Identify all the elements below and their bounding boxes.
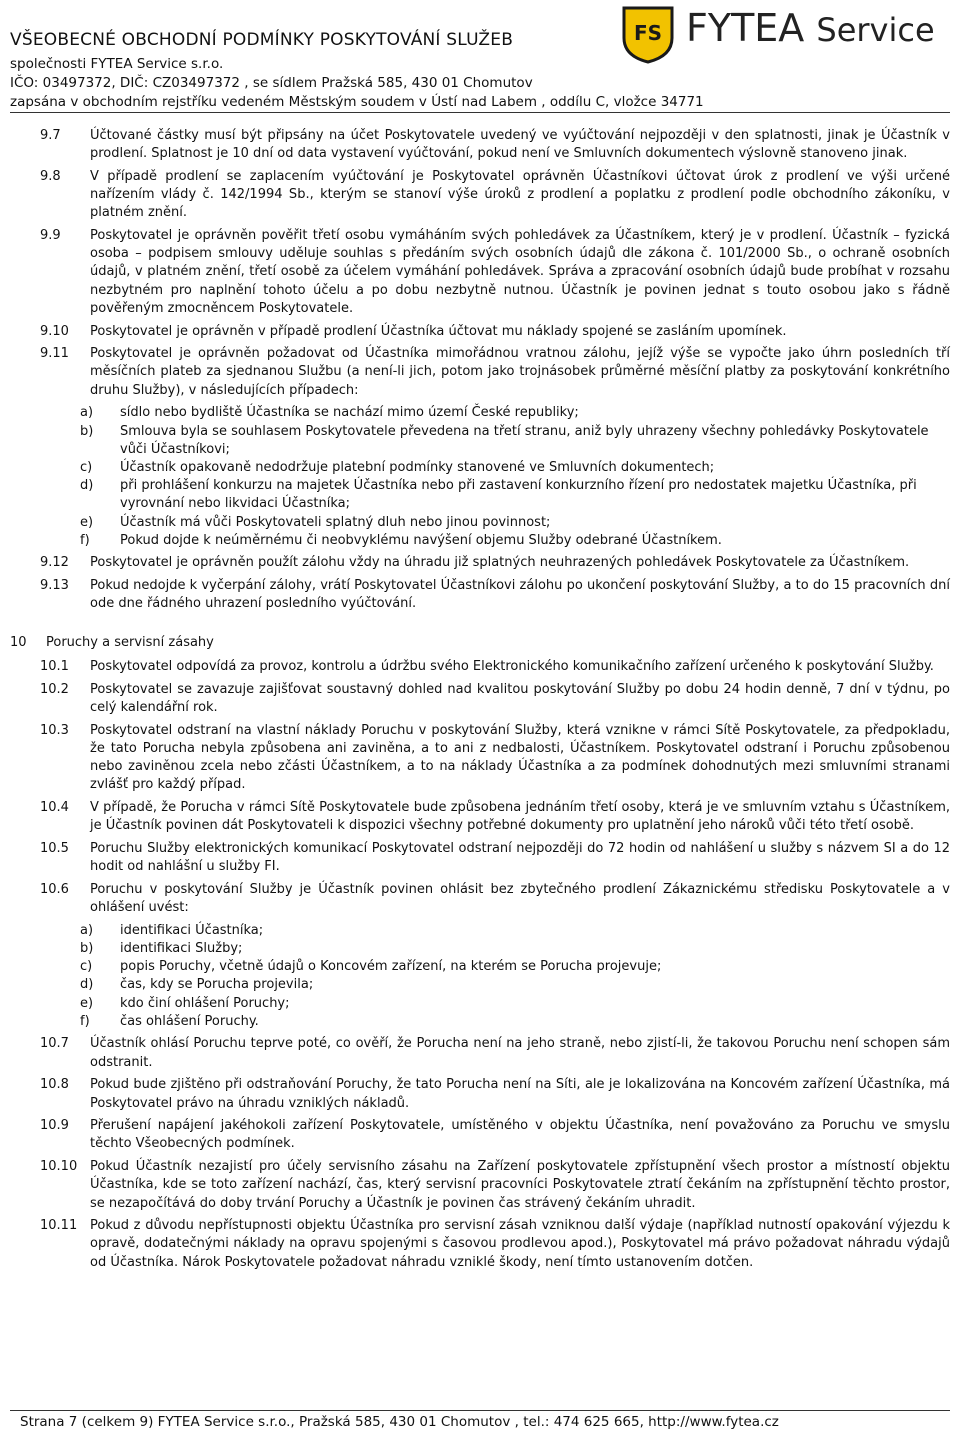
clause-number: 9.7 xyxy=(40,128,61,143)
clause-text: Poskytovatel je oprávněn požadovat od Účastníka mimořádnou vratnou zálohu, jejíž výše se vypočte jako úhrn posledních tří měsíčních plateb za sjednanou Službu (a není-li jich, potom jako trojnásobek průměrné měsíční platby za poskytování konkrétního druhu Služby), v následujících případech: xyxy=(90,346,950,398)
clause-text: Přerušení napájení jakéhokoli zařízení Poskytovatele, umístěného v objektu Účastníka, není považováno za Poruchu ve smyslu těchto Všeobecných podmínek. xyxy=(90,1118,950,1152)
clause-number: 9.10 xyxy=(40,323,69,339)
clause-item xyxy=(10,554,950,572)
list-letter: b) xyxy=(80,423,94,439)
list-letter: a) xyxy=(80,405,94,421)
clause-item xyxy=(10,168,950,223)
clause-item xyxy=(10,1217,950,1272)
list-item xyxy=(10,514,950,532)
document-title: VŠEOBECNÉ OBCHODNÍ PODMÍNKY POSKYTOVÁNÍ SLUŽEB xyxy=(10,30,514,50)
clause-text: Účtované částky musí být připsány na účet Poskytovatele uvedený ve vyúčtování nejpozději v den splatnosti, jinak je Účastník v prodlení. Splatnost je 10 dní od data vystavení vyúčtování, pokud není ve Smluvních dokumentech výslovně stanoveno jinak. xyxy=(90,128,950,162)
list-item xyxy=(10,995,950,1013)
clause-item xyxy=(10,1117,950,1153)
company-name: společnosti FYTEA Service s.r.o. xyxy=(10,56,224,72)
clause-item xyxy=(10,323,950,341)
clause-text: Poskytovatel se zavazuje zajišťovat soustavný dohled nad kvalitou poskytování Služby po dobu 24 hodin denně, 7 dní v týdnu, po celý kalendářní rok. xyxy=(90,681,950,715)
logo-service: Service xyxy=(816,11,935,49)
clause-number: 9.13 xyxy=(40,578,69,594)
clause-item xyxy=(10,345,950,400)
clause-number: 10.5 xyxy=(40,840,69,856)
clause-number: 9.11 xyxy=(40,346,69,362)
clause-number: 10.2 xyxy=(40,681,69,697)
clause-number: 9.9 xyxy=(40,228,61,244)
list-item xyxy=(10,940,950,958)
clause-item xyxy=(10,799,950,835)
clause-number: 10.11 xyxy=(40,1218,78,1234)
clause-item xyxy=(10,227,950,318)
footer-divider xyxy=(10,1410,950,1411)
list-item xyxy=(10,1013,950,1031)
list-item xyxy=(10,958,950,976)
clause-item xyxy=(10,127,950,163)
company-registry: zapsána v obchodním rejstříku vedeném Městským soudem v Ústí nad Labem , oddílu C, vložce 34771 xyxy=(10,94,704,110)
list-item xyxy=(10,922,950,940)
list-item xyxy=(10,477,950,513)
list-text: identifikaci Služby; xyxy=(120,940,243,956)
clause-number: 9.12 xyxy=(40,555,69,571)
clause-text: Poskytovatel je oprávněn použít zálohu vždy na úhradu již splatných neuhrazených pohledávek Poskytovatele za Účastníkem. xyxy=(90,555,910,571)
clause-text: Poskytovatel je oprávněn v případě prodlení Účastníka účtovat mu náklady spojené se zasláním upomínek. xyxy=(90,323,787,339)
list-text: Účastník má vůči Poskytovateli splatný dluh nebo jinou povinnost; xyxy=(120,514,551,530)
section-number: 10 xyxy=(10,635,27,651)
section-heading xyxy=(10,634,950,652)
list-letter: f) xyxy=(80,532,90,548)
logo-wordmark xyxy=(686,6,935,50)
list-letter: c) xyxy=(80,959,93,975)
clause-text: V případě prodlení se zaplacením vyúčtování je Poskytovatel oprávněn Účastníkovi účtovat úrok z prodlení ve výši určené nařízením vlády č. 142/1994 Sb., kterým se stanoví výše úroků z prodlení a poplatku z prodlení podle obchodního zákoníku, v platném znění. xyxy=(90,168,950,221)
clause-number: 10.8 xyxy=(40,1077,69,1093)
clause-text: V případě, že Porucha v rámci Sítě Poskytovatele bude způsobena jednáním třetí osoby, která je ve smluvním vztahu s Účastníkem, je Účastník povinen dát Poskytovateli k dispozici všechny potřebné dokumenty pro uplatnění jeho nároků vůči této třetí osobě. xyxy=(90,800,950,834)
list-letter: c) xyxy=(80,459,93,475)
shield-badge-icon xyxy=(620,4,676,64)
list-item xyxy=(10,532,950,550)
clause-item xyxy=(10,1076,950,1112)
page-footer: Strana 7 (celkem 9) FYTEA Service s.r.o., Pražská 585, 430 01 Chomutov , tel.: 474 625 665, http://www.fytea.cz xyxy=(20,1414,779,1430)
clause-text: Poskytovatel je oprávněn pověřit třetí osobu vymáháním svých pohledávek za Účastníkem, který je v prodlení. Účastník – fyzická osoba – podpisem smlouvy uděluje souhlas s předáním svých osobních údajů dle zákona č. 101/2000 Sb., o ochraně osobních údajů, v platném znění, třetí osobě za účelem vymáhání pohledávek. Správa a zpracování osobních údajů bude probíhat v rozsahu nezbytném pro naplnění tohoto účelu a po dobu nezbytně nutnou. Účastník je povinen jednat s touto osobou jako s řádně pověřeným zmocněncem Poskytovatele. xyxy=(90,228,950,316)
list-item xyxy=(10,404,950,422)
list-text: čas ohlášení Poruchy. xyxy=(120,1013,259,1029)
clause-item xyxy=(10,722,950,795)
clause-number: 10.10 xyxy=(40,1159,78,1175)
section-title: Poruchy a servisní zásahy xyxy=(46,635,214,651)
clause-item xyxy=(10,681,950,717)
clause-text: Poskytovatel odstraní na vlastní náklady Poruchu v poskytování Služby, která vznikne v rámci Sítě Poskytovatele, za předpokladu, že tato Porucha nebyla způsobena ani zaviněna, a to ani z nedbalosti, Účastníkem. Poskytovatel odstraní i Poruchu způsobenou nebo zaviněnou zcela nebo zčásti Účastníkem, a to na náklady Účastníka a za podmínek dohodnutých mezi smluvními stranami zvlášť pro každý případ. xyxy=(90,722,950,793)
list-letter: e) xyxy=(80,995,94,1011)
clause-text: Pokud nedojde k vyčerpání zálohy, vrátí Poskytovatel Účastníkovi zálohu po ukončení poskytování Služby, a to do 15 pracovních dní ode dne řádného uhrazení posledního vyúčtování. xyxy=(90,578,950,612)
clause-item xyxy=(10,1158,950,1213)
clause-text: Účastník ohlásí Poruchu teprve poté, co ověří, že Porucha není na jeho straně, nebo zjistí-li, že takovou Poruchu není schopen sám odstranit. xyxy=(90,1036,950,1070)
clause-item xyxy=(10,658,950,676)
clause-number: 10.1 xyxy=(40,659,69,675)
list-item xyxy=(10,459,950,477)
clause-text: Poruchu Služby elektronických komunikací Poskytovatel odstraní nejpozději do 72 hodin od nahlášení u služby s názvem SI a do 12 hodit od nahlášní u služby FI. xyxy=(90,840,950,875)
list-letter: f) xyxy=(80,1013,90,1029)
list-text: sídlo nebo bydliště Účastníka se nachází mimo území České republiky; xyxy=(120,405,579,421)
document-body xyxy=(10,127,950,1276)
clause-text: Pokud bude zjištěno při odstraňování Poruchy, že tato Porucha není na Síti, ale je lokalizována na Koncovém zařízení Účastníka, má Poskytovatel právo na úhradu vzniklých nákladů. xyxy=(90,1077,950,1111)
list-item xyxy=(10,976,950,994)
clause-number: 10.4 xyxy=(40,800,69,815)
list-item xyxy=(10,423,950,459)
list-text: čas, kdy se Porucha projevila; xyxy=(120,977,314,993)
clause-item xyxy=(10,1035,950,1071)
list-text: při prohlášení konkurzu na majetek Účastníka nebo při zastavení konkurzního řízení pro nedostatek majetku Účastníka, při vyrovnání nebo likvidaci Účastníka; xyxy=(120,478,917,512)
list-letter: d) xyxy=(80,977,94,993)
list-letter: b) xyxy=(80,940,94,956)
clause-text: Poskytovatel odpovídá za provoz, kontrolu a údržbu svého Elektronického komunikačního zařízení určeného k poskytování Služby. xyxy=(90,659,934,675)
clause-number: 10.3 xyxy=(40,722,69,738)
clause-text: Pokud Účastník nezajistí pro účely servisního zásahu na Zařízení poskytovatele zpřístupnění všech prostor a místností objektu Účastníka, kde se toto zařízení nachází, čas, který servisní pracovníci Poskytovatele ztratí čekáním na zpřístupnění těchto prostor, se nezapočítává do doby trvání Poruchy a Účastník je povinen čas strávený čekáním uhradit. xyxy=(90,1159,950,1211)
logo-badge-text: FS xyxy=(633,21,663,45)
list-text: Smlouva byla se souhlasem Poskytovatele převedena na třetí stranu, aniž byly uhrazeny všechny pohledávky Poskytovatele vůči Účastníkovi; xyxy=(120,423,929,457)
clause-number: 10.7 xyxy=(40,1036,69,1052)
clause-number: 9.8 xyxy=(40,168,61,184)
list-text: identifikaci Účastníka; xyxy=(120,922,264,938)
page-header xyxy=(10,0,950,114)
list-text: popis Poruchy, včetně údajů o Koncovém zařízení, na kterém se Porucha projevuje; xyxy=(120,959,662,975)
company-ids: IČO: 03497372, DIČ: CZ03497372 , se sídlem Pražská 585, 430 01 Chomutov xyxy=(10,75,533,91)
logo-brand: FYTEA xyxy=(686,6,805,50)
list-text: kdo činí ohlášení Poruchy; xyxy=(120,995,290,1011)
clause-item xyxy=(10,840,950,876)
clause-number: 10.6 xyxy=(40,881,69,897)
clause-number: 10.9 xyxy=(40,1118,69,1134)
list-text: Účastník opakovaně nedodržuje platební podmínky stanovené ve Smluvních dokumentech; xyxy=(120,459,715,475)
header-divider xyxy=(10,112,950,113)
clause-text: Poruchu v poskytování Služby je Účastník povinen ohlásit bez zbytečného prodlení Zákaznickému středisku Poskytovatele a v ohlášení uvést: xyxy=(90,881,950,916)
list-letter: d) xyxy=(80,478,94,494)
list-text: Pokud dojde k neúměrnému či neobvyklému navýšení objemu Služby odebrané Účastníkem. xyxy=(120,532,722,548)
list-letter: a) xyxy=(80,922,94,938)
company-logo xyxy=(620,4,950,64)
list-letter: e) xyxy=(80,514,94,530)
clause-item xyxy=(10,577,950,613)
clause-item xyxy=(10,881,950,917)
clause-text: Pokud z důvodu nepřístupnosti objektu Účastníka pro servisní zásah vzniknou další výdaje (například nutností opakování výjezdu k opravě, dodatečnými náklady na opravu spojenými s časovou prodlevou apod.), Poskytovatel má právo požadovat náhradu výdajů od Účastníka. Nárok Poskytovatele požadovat náhradu vzniklé škody, není tímto ustanovením dotčen. xyxy=(90,1218,950,1270)
